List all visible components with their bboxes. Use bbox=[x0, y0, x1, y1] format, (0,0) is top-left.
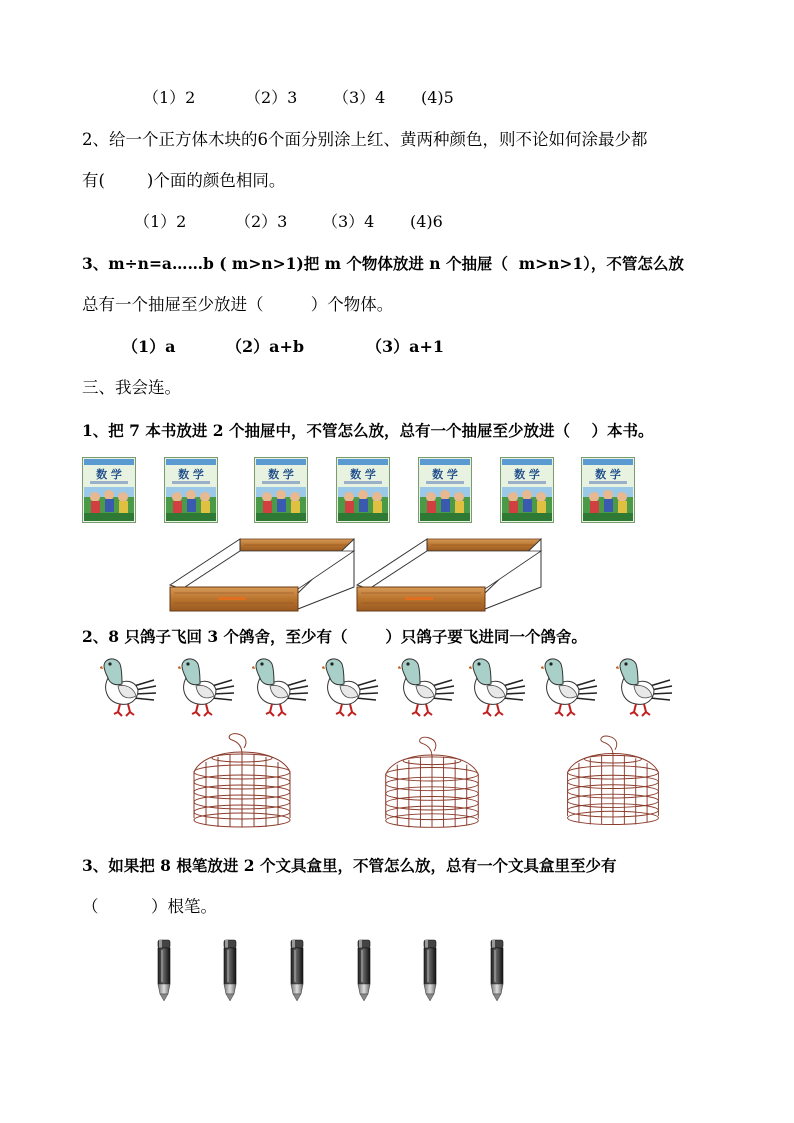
pigeon-image bbox=[616, 656, 674, 718]
q2-line-2: 有( )个面的颜色相同。 bbox=[82, 171, 286, 190]
book-image bbox=[82, 457, 136, 523]
pigeon-image bbox=[541, 656, 599, 718]
pigeon-image bbox=[100, 656, 158, 718]
c3-line-1: 3、如果把 8 根笔放进 2 个文具盒里，不管怎么放，总有一个文具盒里至少有 bbox=[82, 856, 617, 875]
q3-line-1: 3、m÷n=a……b ( m>n>1)把 m 个物体放进 n 个抽屉（ m>n>1），不管怎么放 bbox=[82, 254, 684, 273]
book-image bbox=[581, 457, 635, 523]
q3-option-3: （3）a+1 bbox=[366, 337, 445, 356]
book-image bbox=[164, 457, 218, 523]
pigeon-image bbox=[469, 656, 527, 718]
drawer-image bbox=[355, 537, 545, 613]
book-image bbox=[418, 457, 472, 523]
book-image bbox=[336, 457, 390, 523]
q2-option-2: （2）3 bbox=[235, 212, 288, 231]
cage-image bbox=[186, 730, 298, 830]
pigeon-image bbox=[322, 656, 380, 718]
book-image bbox=[254, 457, 308, 523]
c2-question: 2、8 只鸽子飞回 3 个鸽舍，至少有（ ）只鸽子要飞进同一个鸽舍。 bbox=[82, 627, 587, 646]
q2-line-1: 2、给一个正方体木块的6个面分别涂上红、黄两种颜色，则不论如何涂最少都 bbox=[82, 130, 648, 149]
pen-image bbox=[489, 938, 505, 1002]
book-image bbox=[500, 457, 554, 523]
q1-option-2: （2）3 bbox=[245, 88, 298, 107]
q1-option-4: (4)5 bbox=[421, 88, 454, 107]
pen-image bbox=[222, 938, 238, 1002]
q3-option-1: （1）a bbox=[122, 337, 176, 356]
cage-image bbox=[378, 733, 486, 831]
c3-line-2: （ ）根笔。 bbox=[82, 897, 217, 916]
cage-image bbox=[560, 730, 666, 830]
pen-image bbox=[356, 938, 372, 1002]
pigeon-image bbox=[178, 656, 236, 718]
pen-image bbox=[289, 938, 305, 1002]
section-title: 三、我会连。 bbox=[82, 378, 181, 397]
q3-option-2: （2）a+b bbox=[226, 337, 305, 356]
q2-option-3: （3）4 bbox=[322, 212, 375, 231]
pen-image bbox=[156, 938, 172, 1002]
q2-option-1: （1）2 bbox=[134, 212, 187, 231]
pen-image bbox=[422, 938, 438, 1002]
q1-option-3: （3）4 bbox=[333, 88, 386, 107]
q3-line-2: 总有一个抽屉至少放进（ ）个物体。 bbox=[82, 295, 394, 314]
q1-option-1: （1）2 bbox=[143, 88, 196, 107]
drawer-image bbox=[168, 537, 358, 613]
c1-question: 1、把 7 本书放进 2 个抽屉中，不管怎么放，总有一个抽屉至少放进（ ）本书。 bbox=[82, 421, 654, 440]
q2-option-4: (4)6 bbox=[410, 212, 443, 231]
pigeon-image bbox=[252, 656, 310, 718]
pigeon-image bbox=[398, 656, 456, 718]
